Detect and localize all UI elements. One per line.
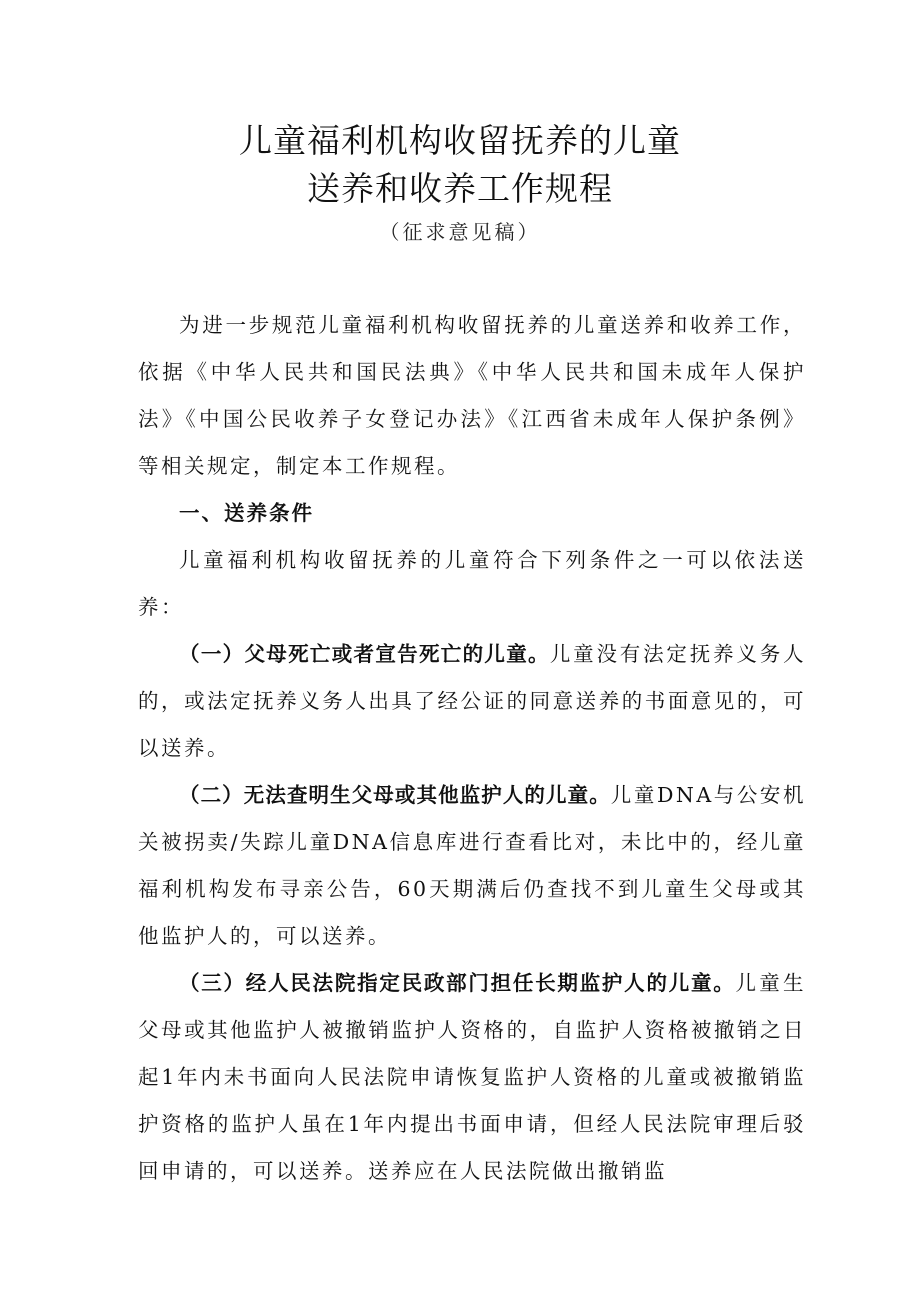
intro-paragraph: 为进一步规范儿童福利机构收留抚养的儿童送养和收养工作，依据《中华人民共和国民法典》《中华人民共和国未成年人保护法》《中国公民收养子女登记办法》《江西省未成年人保护条例》等相关规定，制定本工作规程。 [138,313,806,478]
condition-item-2 [138,772,806,960]
section-heading [138,490,806,537]
condition-item-2-text: 儿童DNA与公安机关被拐卖/失踪儿童DNA信息库进行查看比对，未比中的，经儿童福利机构发布寻亲公告，60天期满后仍查找不到儿童生父母或其他监护人的，可以送养。 [138,783,806,948]
document-title-line2: 送养和收养工作规程 [307,169,613,208]
section1-heading: 一、送养条件 [179,501,314,525]
condition-item-3 [138,960,806,1195]
document-title-line1: 儿童福利机构收留抚养的儿童 [239,121,681,160]
condition-item-1-text: 儿童没有法定抚养义务人的，或法定抚养义务人出具了经公证的同意送养的书面意见的，可以送养。 [138,642,807,760]
section1-intro-paragraph: 儿童福利机构收留抚养的儿童符合下列条件之一可以依法送养： [138,548,806,619]
document-body [138,302,806,1195]
condition-item-1 [138,631,806,772]
condition-item-1-lead: （一）父母死亡或者宣告死亡的儿童。 [179,642,550,666]
condition-item-3-text: 儿童生父母或其他监护人被撤销监护人资格的，自监护人资格被撤销之日起1年内未书面向人民法院申请恢复监护人资格的儿童或被撤销监护资格的监护人虽在1年内提出书面申请，但经人民法院审理后驳回申请的，可以送养。送养应在人民法院做出撤销监 [138,971,807,1183]
document-subtitle: （征求意见稿） [379,220,541,244]
condition-item-2-lead: （二）无法查明生父母或其他监护人的儿童。 [179,783,611,807]
condition-item-3-lead: （三）经人民法院指定民政部门担任长期监护人的儿童。 [179,971,736,995]
